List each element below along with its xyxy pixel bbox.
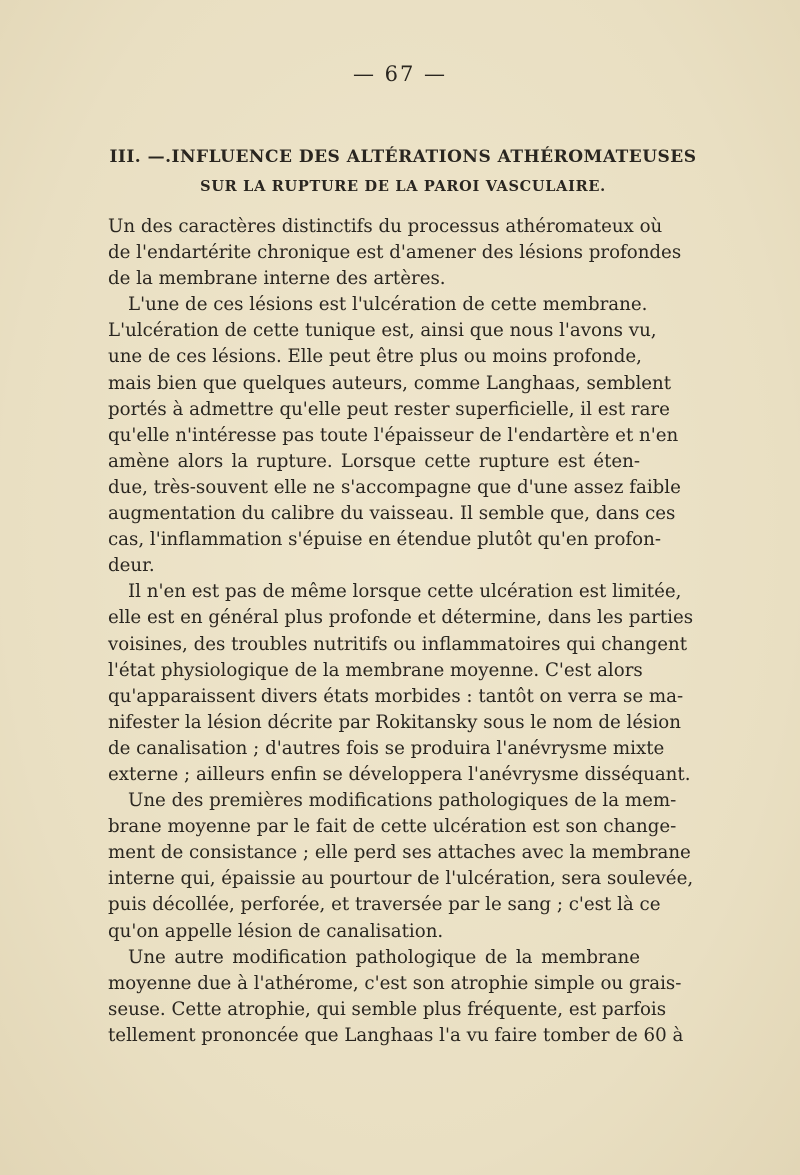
- text-line: brane moyenne par le fait de cette ulcération est son change-: [108, 816, 677, 838]
- text-line: qu'apparaissent divers états morbides : tantôt on verra se ma-: [108, 685, 684, 707]
- text-line: L'une de ces lésions est l'ulcération de cette membrane.: [128, 294, 648, 316]
- text-line: ment de consistance ; elle perd ses attaches avec la membrane: [108, 842, 691, 864]
- section-heading: [108, 142, 698, 202]
- text-line: tellement prononcée que Langhaas l'a vu faire tomber de 60 à: [108, 1024, 684, 1046]
- text-line: de la membrane interne des artères.: [108, 268, 446, 290]
- text-line: augmentation du calibre du vaisseau. Il semble que, dans ces: [108, 503, 676, 525]
- text-line: L'ulcération de cette tunique est, ainsi que nous l'avons vu,: [108, 320, 657, 342]
- text-line: deur.: [108, 555, 155, 577]
- page-number: — 67 —: [352, 62, 448, 86]
- text-line: elle est en général plus profonde et détermine, dans les parties: [108, 607, 694, 629]
- text-line: due, très-souvent elle ne s'accompagne que d'une assez faible: [108, 476, 681, 498]
- text-line: Il n'en est pas de même lorsque cette ulcération est limitée,: [128, 581, 682, 603]
- text-line: externe ; ailleurs enfin se développera l'anévrysme disséquant.: [108, 763, 691, 785]
- text-line: cas, l'inflammation s'épuise en étendue plutôt qu'en profon-: [108, 529, 661, 551]
- text-line: portés à admettre qu'elle peut rester superficielle, il est rare: [108, 398, 670, 420]
- text-line: une de ces lésions. Elle peut être plus ou moins profonde,: [108, 346, 642, 368]
- text-line: l'état physiologique de la membrane moyenne. C'est alors: [108, 659, 643, 681]
- text-line: seuse. Cette atrophie, qui semble plus fréquente, est parfois: [108, 998, 667, 1020]
- text-line: interne qui, épaissie au pourtour de l'ulcération, sera soulevée,: [108, 868, 694, 890]
- text-line: amène alors la rupture. Lorsque cette rupture est éten-: [108, 450, 640, 472]
- text-line: mais bien que quelques auteurs, comme Langhaas, semblent: [108, 372, 672, 394]
- section-heading-line-1: III. —.INFLUENCE DES ALTÉRATIONS ATHÉROMATEUSES: [109, 147, 697, 167]
- text-line: voisines, des troubles nutritifs ou inflammatoires qui changent: [108, 633, 688, 655]
- text-line: Un des caractères distinctifs du processus athéromateux où: [108, 216, 663, 237]
- text-line: qu'elle n'intéresse pas toute l'épaisseur de l'endartère et n'en: [108, 424, 679, 446]
- text-line: puis décollée, perforée, et traversée par le sang ; c'est là ce: [108, 894, 661, 916]
- text-line: Une autre modification pathologique de la membrane: [128, 946, 640, 968]
- text-line: moyenne due à l'athérome, c'est son atrophie simple ou grais-: [108, 972, 682, 994]
- text-line: de l'endartérite chronique est d'amener des lésions profondes: [108, 242, 682, 264]
- text-line: nifester la lésion décrite par Rokitansky sous le nom de lésion: [108, 711, 681, 733]
- text-line: Une des premières modifications pathologiques de la mem-: [128, 790, 677, 812]
- body-text: [108, 214, 694, 1049]
- text-line: de canalisation ; d'autres fois se produira l'anévrysme mixte: [108, 737, 665, 759]
- text-line: qu'on appelle lésion de canalisation.: [108, 920, 444, 942]
- section-heading-line-2: SUR LA RUPTURE DE LA PAROI VASCULAIRE.: [200, 178, 606, 195]
